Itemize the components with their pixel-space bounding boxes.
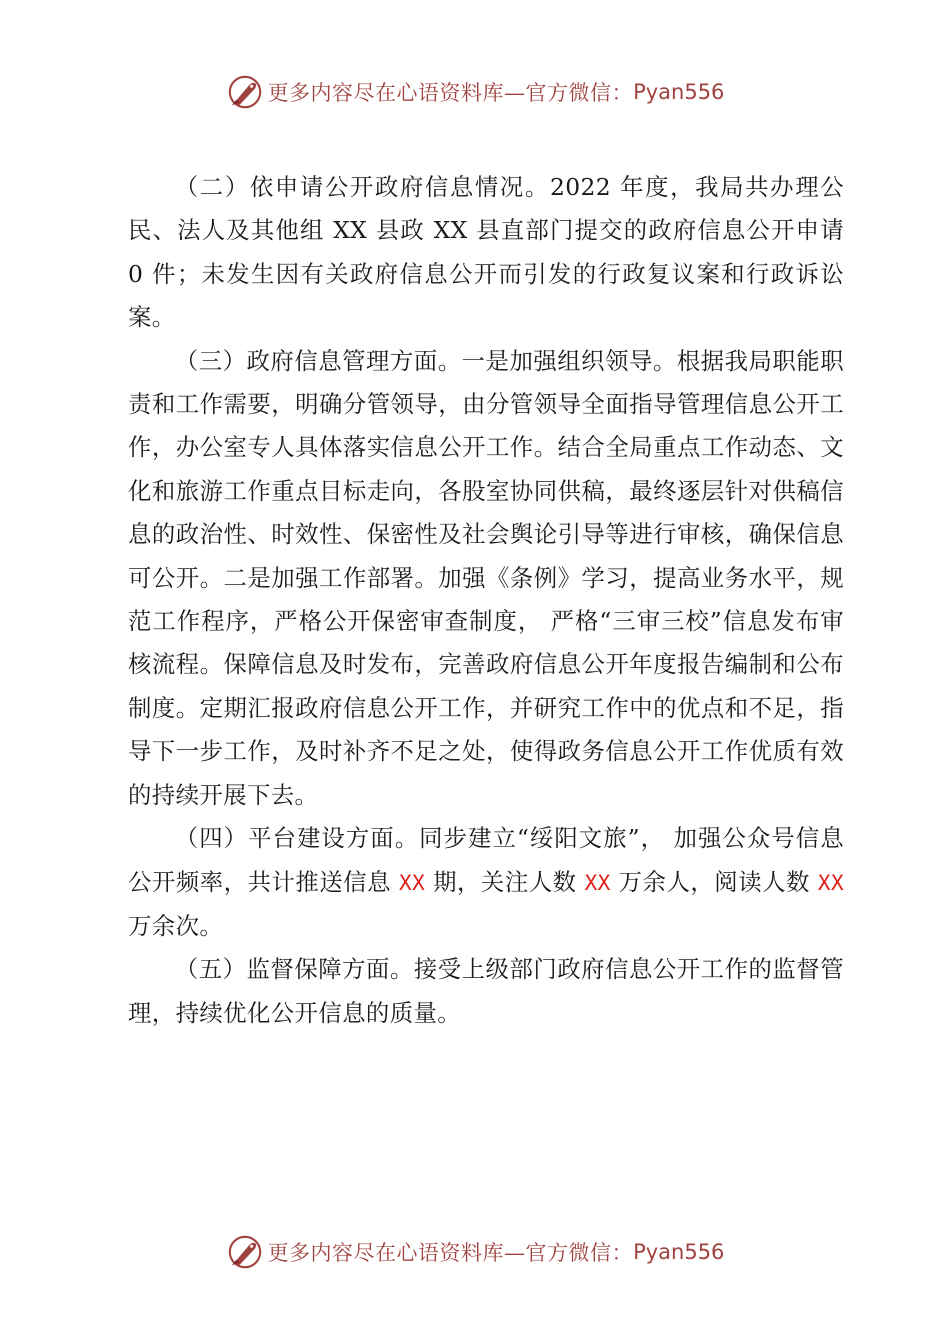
footer-contact-id: Pyan556 <box>633 1240 725 1264</box>
platform-text-part-4: 万余次。 <box>128 911 224 940</box>
pen-nib-logo-icon <box>226 1233 264 1271</box>
header-banner <box>0 72 950 112</box>
footer-banner <box>0 1232 950 1272</box>
placeholder-issue-count: XX <box>399 870 426 895</box>
paragraph-information-management: （三）政府信息管理方面。一是加强组织领导。根据我局职能职责和工作需要，明确分管领导，由分管领导全面指导管理信息公开工作，办公室专人具体落实信息公开工作。结合全局重点工作动态、文化和旅游工作重点目标走向，各股室协同供稿，最终逐层针对供稿信息的政治性、时效性、保密性及社会舆论引导等进行审核，确保信息可公开。二是加强工作部署。加强《条例》学习，提高业务水平，规范工作程序，严格公开保密审查制度， 严格“三审三校”信息发布审核流程。保障信息及时发布，完善政府信息公开年度报告编制和公布制度。定期汇报政府信息公开工作，并研究工作中的优点和不足，指导下一步工作，及时补齐不足之处，使得政务信息公开工作优质有效的持续开展下去。 <box>128 346 844 809</box>
platform-text-part-2: 期，关注人数 <box>425 867 585 896</box>
paragraph-supervision: （五）监督保障方面。接受上级部门政府信息公开工作的监督管理，持续优化公开信息的质量。 <box>128 955 844 1027</box>
platform-text-part-3: 万余人，阅读人数 <box>610 867 818 896</box>
placeholder-read-count: XX <box>817 870 844 895</box>
footer-slogan: 更多内容尽在心语资料库—官方微信： <box>267 1241 634 1265</box>
paragraph-application-disclosure: （二）依申请公开政府信息情况。2022 年度，我局共办理公民、法人及其他组 XX 县政 XX 县直部门提交的政府信息公开申请 0 件；未发生因有关政府信息公开而引发的行政复议案和行政诉讼案。 <box>128 173 844 332</box>
banner-slogan: 更多内容尽在心语资料库—官方微信： <box>267 81 634 105</box>
pen-nib-logo-icon <box>226 73 264 111</box>
banner-contact-id: Pyan556 <box>633 80 725 104</box>
platform-text-part-1: （四）平台建设方面。同步建立“绥阳文旅”， 加强公众号信息公开频率，共计推送信息 <box>128 824 844 896</box>
paragraph-platform-construction <box>128 817 844 948</box>
placeholder-follower-count: XX <box>584 870 611 895</box>
document-body <box>128 166 844 1035</box>
